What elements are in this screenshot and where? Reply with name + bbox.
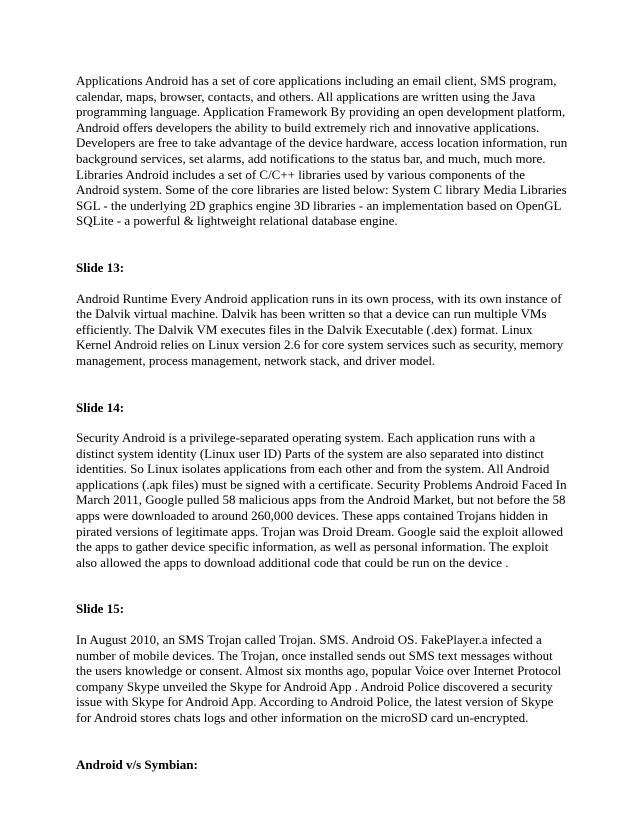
spacer: [76, 276, 570, 291]
spacer: [76, 369, 570, 400]
spacer: [76, 617, 570, 632]
paragraph-android-runtime: Android Runtime Every Android application runs in its own process, with its own instance of the Dalvik virtual machine. Dalvik has been written so that a device can run multiple VMs efficiently. The Dalvik VM executes files in the Dalvik Executable (.dex) format. Linux Kernel Android relies on Linux version 2.6 for core system services such as security, memory management, process management, network stack, and driver model.: [76, 290, 564, 368]
heading-slide-15: Slide 15:: [76, 601, 125, 617]
spacer: [76, 415, 570, 430]
document-body: [76, 73, 570, 772]
paragraph-security: Security Android is a privilege-separated operating system. Each application runs with a distinct system identity (Linux user ID) Parts of the system are also separated into distinct identities. So Linux isolates applications from each other and from the system. All Android applications (.apk files) must be signed with a certificate. Security Problems Android Faced In March 2011, Google pulled 58 malicious apps from the Android Market, but not before the 58 apps were downloaded to around 260,000 devices. These apps contained Trojans hidden in pirated versions of legitimate apps. Trojan was Droid Dream. Google said the exploit allowed the apps to gather device specific information, as well as personal information. The exploit also allowed the apps to download additional code that could be run on the device .: [76, 430, 567, 570]
paragraph-sms-trojan: In August 2010, an SMS Trojan called Trojan. SMS. Android OS. FakePlayer.a infected a number of mobile devices. The Trojan, once installed sends out SMS text messages without the users knowledge or consent. Almost six months ago, popular Voice over Internet Protocol company Skype unveiled the Skype for Android App . Android Police discovered a security issue with Skype for Android App. According to Android Police, the latest version of Skype for Android stores chats logs and other information on the microSD card un-encrypted.: [76, 632, 562, 725]
heading-android-vs-symbian: Android v/s Symbian:: [76, 756, 198, 772]
heading-slide-14: Slide 14:: [76, 399, 125, 415]
spacer: [76, 229, 570, 260]
paragraph-applications: Applications Android has a set of core applications including an email client, SMS program, calendar, maps, browser, contacts, and others. All applications are written using the Java programming language. Application Framework By providing an open development platform, Android offers developers the ability to build extremely rich and innovative applications. Developers are free to take advantage of the device hardware, access location information, run background services, set alarms, add notifications to the status bar, and much, much more. Libraries Android includes a set of C/C++ libraries used by various components of the Android system. Some of the core libraries are listed below: System C library Media Libraries SGL - the underlying 2D graphics engine 3D libraries - an implementation based on OpenGL SQLite - a powerful & lightweight relational database engine.: [76, 73, 568, 229]
heading-slide-13: Slide 13:: [76, 259, 125, 275]
spacer: [76, 570, 570, 601]
spacer: [76, 726, 570, 757]
